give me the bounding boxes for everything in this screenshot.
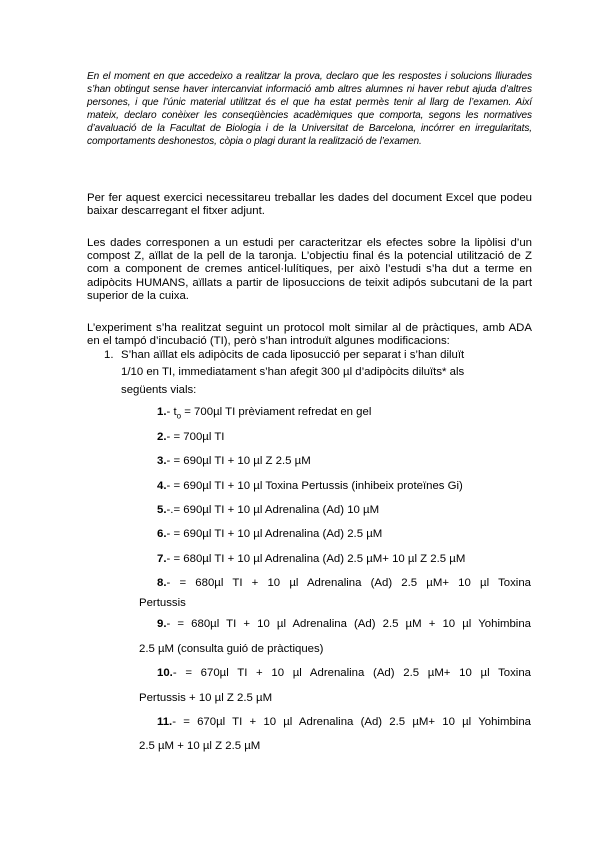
vial-continuation: 2.5 µM (consulta guió de pràctiques) (139, 643, 324, 655)
vial-number: 8. (157, 577, 167, 589)
vial-item (157, 431, 224, 443)
step-line-2: 1/10 en TI, immediatament s’han afegit 300 µl d’adipòcits diluïts* als (121, 366, 465, 378)
vial-text: - = 700µl TI (166, 431, 225, 443)
vial-number: 4. (157, 480, 167, 492)
vial-number: 11. (157, 716, 173, 728)
vial-text: = 700µl TI prèviament refredat en gel (181, 406, 372, 418)
step-line-1: S’han aïllat els adipòcits de cada liposucció per separat i s’han diluït (121, 349, 465, 361)
vial-continuation: 2.5 µM + 10 µl Z 2.5 µM (139, 740, 261, 752)
vial-item (157, 455, 311, 467)
vial-item (157, 406, 371, 420)
vial-text: - = 690µl TI + 10 µl Adrenalina (Ad) 2.5 µM (166, 528, 383, 540)
vial-text: -.= 690µl TI + 10 µl Adrenalina (Ad) 10 µM (166, 504, 380, 516)
vial-item (157, 667, 531, 679)
vial-number: 5. (157, 504, 167, 516)
academic-integrity-declaration (87, 70, 532, 149)
vial-text: - = 680µl TI + 10 µl Adrenalina (Ad) 2.5 µM + 10 µl Yohimbina (166, 618, 531, 630)
vial-number: 7. (157, 553, 167, 565)
vial-item (157, 577, 531, 589)
vial-number: 2. (157, 431, 167, 443)
vial-number: 10. (157, 667, 173, 679)
vial-item (157, 480, 463, 492)
vial-prefix: - t (166, 406, 177, 418)
step-line-3: següents vials: (121, 384, 197, 396)
vial-item (157, 716, 531, 728)
experiment-paragraph: L’experiment s’ha realitzat seguint un protocol molt similar al de pràctiques, amb ADA en el tampó d’incubació (TI), però s’han introduït algunes modificacions: (87, 322, 532, 348)
vial-continuation: Pertussis + 10 µl Z 2.5 µM (139, 692, 273, 704)
declaration-text: En el moment en que accedeixo a realitzar la prova, declaro que les respostes i solucions lliurades s’han obtingut sense haver intercanviat informació amb altres alumnes ni haver rebut ajuda d’altres persones, i que l’únic material utilitzat és el que ha estat permès tenir al llarg de l’examen. Així mateix, declaro conèixer les conseqüències acadèmiques que comporta, segons les normatives d’avaluació de la Facultat de Biologia i de la Universitat de Barcelona, incórrer en irregularitats, comportaments deshonestos, còpia o plagi durant la realització de l’examen. (87, 71, 532, 148)
vial-number: 6. (157, 528, 167, 540)
vial-text: - = 680µl TI + 10 µl Adrenalina (Ad) 2.5 µM+ 10 µl Toxina (166, 577, 531, 589)
vial-item (157, 504, 379, 516)
vial-text: - = 680µl TI + 10 µl Adrenalina (Ad) 2.5 µM+ 10 µl Z 2.5 µM (166, 553, 466, 565)
intro-paragraph: Per fer aquest exercici necessitareu treballar les dades del document Excel que podeu baixar descarregant el fitxer adjunt. (87, 192, 532, 218)
vial-number: 1. (157, 406, 167, 418)
vial-continuation: Pertussis (139, 597, 186, 609)
vial-text: - = 690µl TI + 10 µl Z 2.5 µM (166, 455, 311, 467)
vial-subscript: o (176, 411, 182, 421)
vial-number: 3. (157, 455, 167, 467)
vial-item (157, 618, 531, 630)
step-number: 1. (104, 349, 114, 361)
vial-item (157, 528, 382, 540)
vial-item (157, 553, 465, 565)
vial-text: - = 670µl TI + 10 µl Adrenalina (Ad) 2.5 µM+ 10 µl Toxina (172, 667, 531, 679)
vial-number: 9. (157, 618, 167, 630)
vial-text: - = 670µl TI + 10 µl Adrenalina (Ad) 2.5 µM+ 10 µl Yohimbina (172, 716, 531, 728)
vial-text: - = 690µl TI + 10 µl Toxina Pertussis (inhibeix proteïnes Gi) (166, 480, 463, 492)
study-description-paragraph: Les dades corresponen a un estudi per caracteritzar els efectes sobre la lipòlisi d’un compost Z, aïllat de la pell de la taronja. L’objectiu final és la potencial utilització de Z com a component de cremes anticel·lulítiques, per això l’estudi s’ha dut a terme en adipòcits HUMANS, aïllats a partir de liposuccions de teixit adipós subcutani de la part superior de la cuixa. (87, 237, 532, 302)
